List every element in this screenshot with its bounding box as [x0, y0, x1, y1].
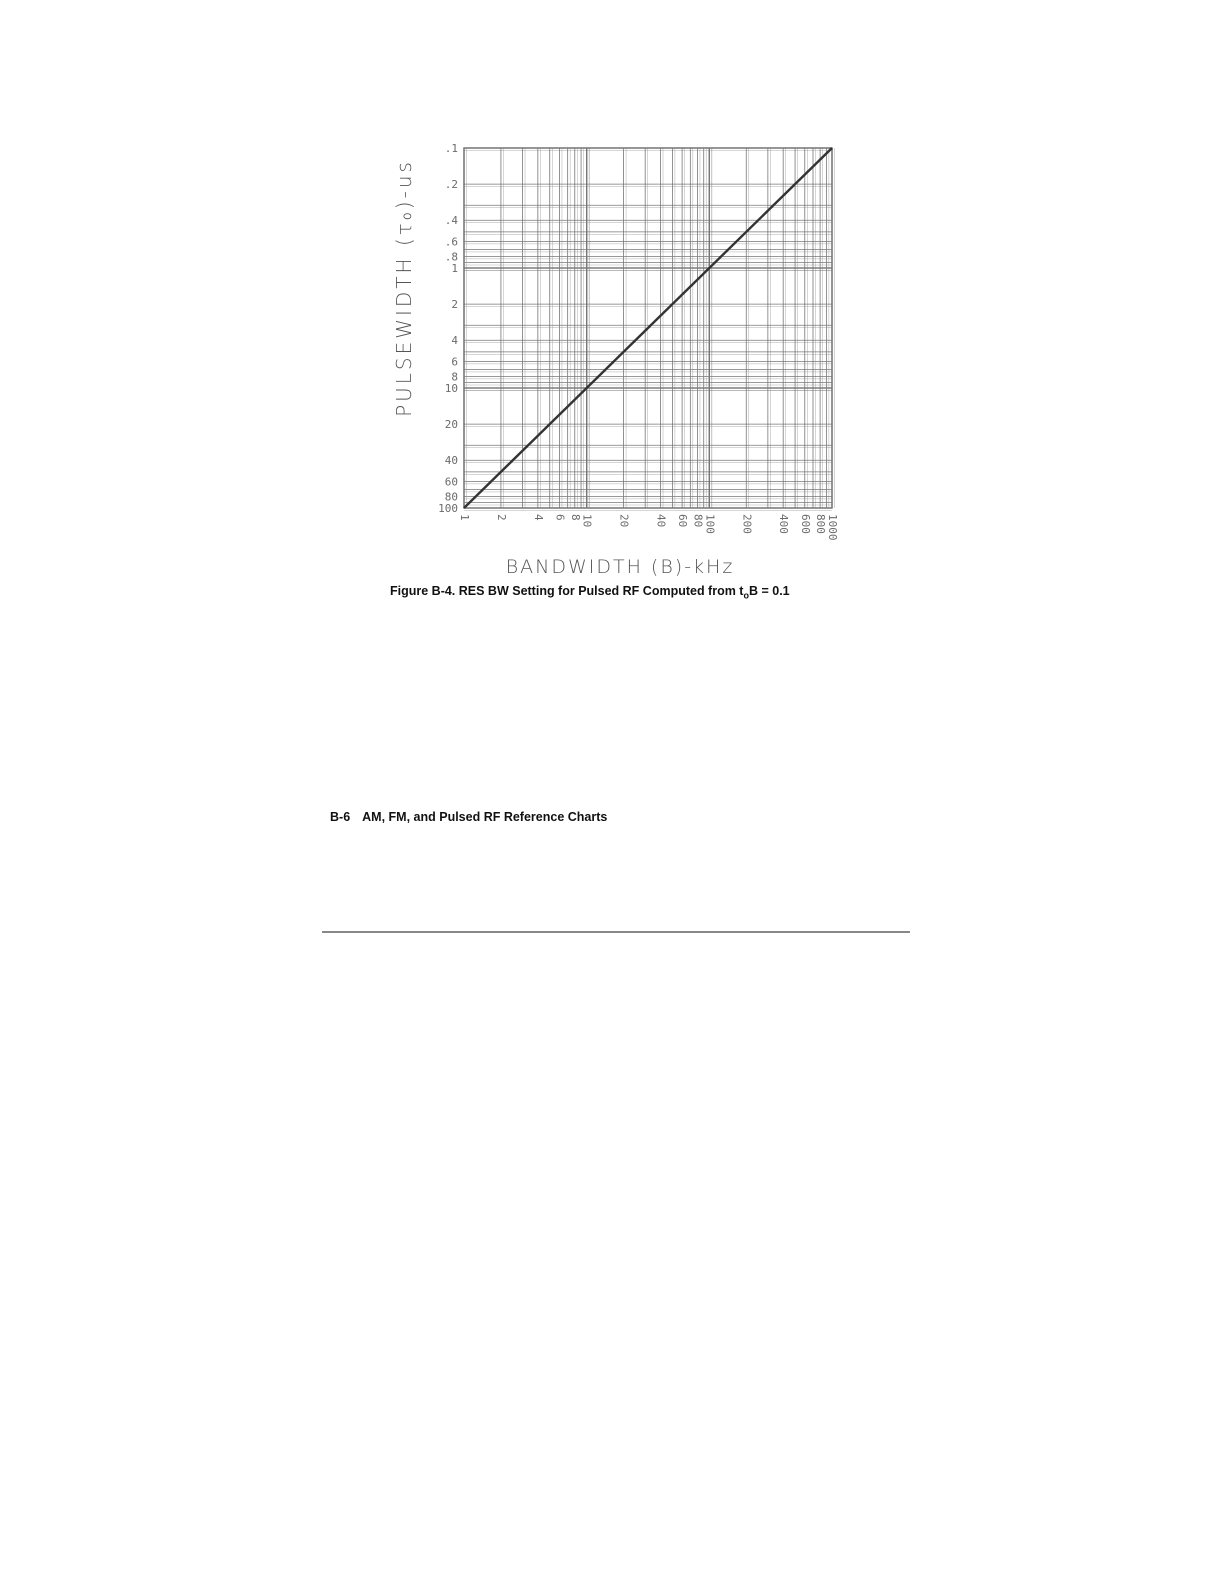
- x-tick-label: 200: [740, 514, 754, 534]
- y-tick-label: 8: [451, 370, 458, 384]
- x-tick-label: 600: [798, 514, 812, 534]
- y-tick-label: .4: [444, 214, 458, 228]
- y-tick-label: .6: [444, 235, 458, 249]
- x-tick-label: 4: [531, 514, 545, 521]
- y-tick-label: 10: [444, 382, 458, 395]
- page-number: B-6: [330, 810, 351, 824]
- page-divider: [322, 931, 910, 933]
- x-tick-label: 1000: [826, 514, 839, 541]
- page-footer: [330, 810, 607, 824]
- y-axis-label: PULSEWIDTH (τ₀)-us: [392, 159, 416, 417]
- x-tick-label: 80: [691, 514, 705, 528]
- caption-subscript: o: [743, 590, 749, 601]
- caption-prefix: Figure B-4. RES BW Setting for Pulsed RF Computed from t: [390, 584, 744, 598]
- figure-caption: [390, 584, 790, 601]
- caption-suffix: B = 0.1: [748, 584, 790, 598]
- y-tick-label: 6: [451, 355, 458, 369]
- y-tick-label: .2: [444, 178, 458, 192]
- x-tick-label: 400: [777, 514, 791, 534]
- y-tick-label: 100: [438, 502, 458, 515]
- x-tick-label: 2: [494, 514, 508, 521]
- y-tick-label: .8: [444, 250, 458, 264]
- bandwidth-pulsewidth-chart: [360, 130, 860, 550]
- x-tick-label: 1: [458, 514, 471, 521]
- x-tick-label: 10: [580, 514, 594, 528]
- y-tick-label: 20: [444, 418, 458, 432]
- y-tick-label: 2: [451, 298, 458, 312]
- y-tick-label: 60: [444, 475, 458, 489]
- y-tick-label: .1: [444, 142, 458, 155]
- y-tick-label: 80: [444, 490, 458, 504]
- y-tick-label: 40: [444, 454, 458, 468]
- x-tick-label: 6: [553, 514, 567, 521]
- x-tick-label: 60: [676, 514, 690, 528]
- y-tick-label: 1: [451, 262, 458, 275]
- x-tick-label: 800: [814, 514, 828, 534]
- x-axis-label: BANDWIDTH (B)-kHz: [505, 556, 735, 578]
- footer-title: AM, FM, and Pulsed RF Reference Charts: [362, 810, 608, 824]
- x-tick-label: 100: [703, 514, 717, 534]
- x-tick-label: 8: [568, 514, 582, 521]
- y-tick-label: 4: [451, 334, 458, 348]
- x-tick-label: 40: [654, 514, 668, 528]
- x-tick-label: 20: [617, 514, 631, 528]
